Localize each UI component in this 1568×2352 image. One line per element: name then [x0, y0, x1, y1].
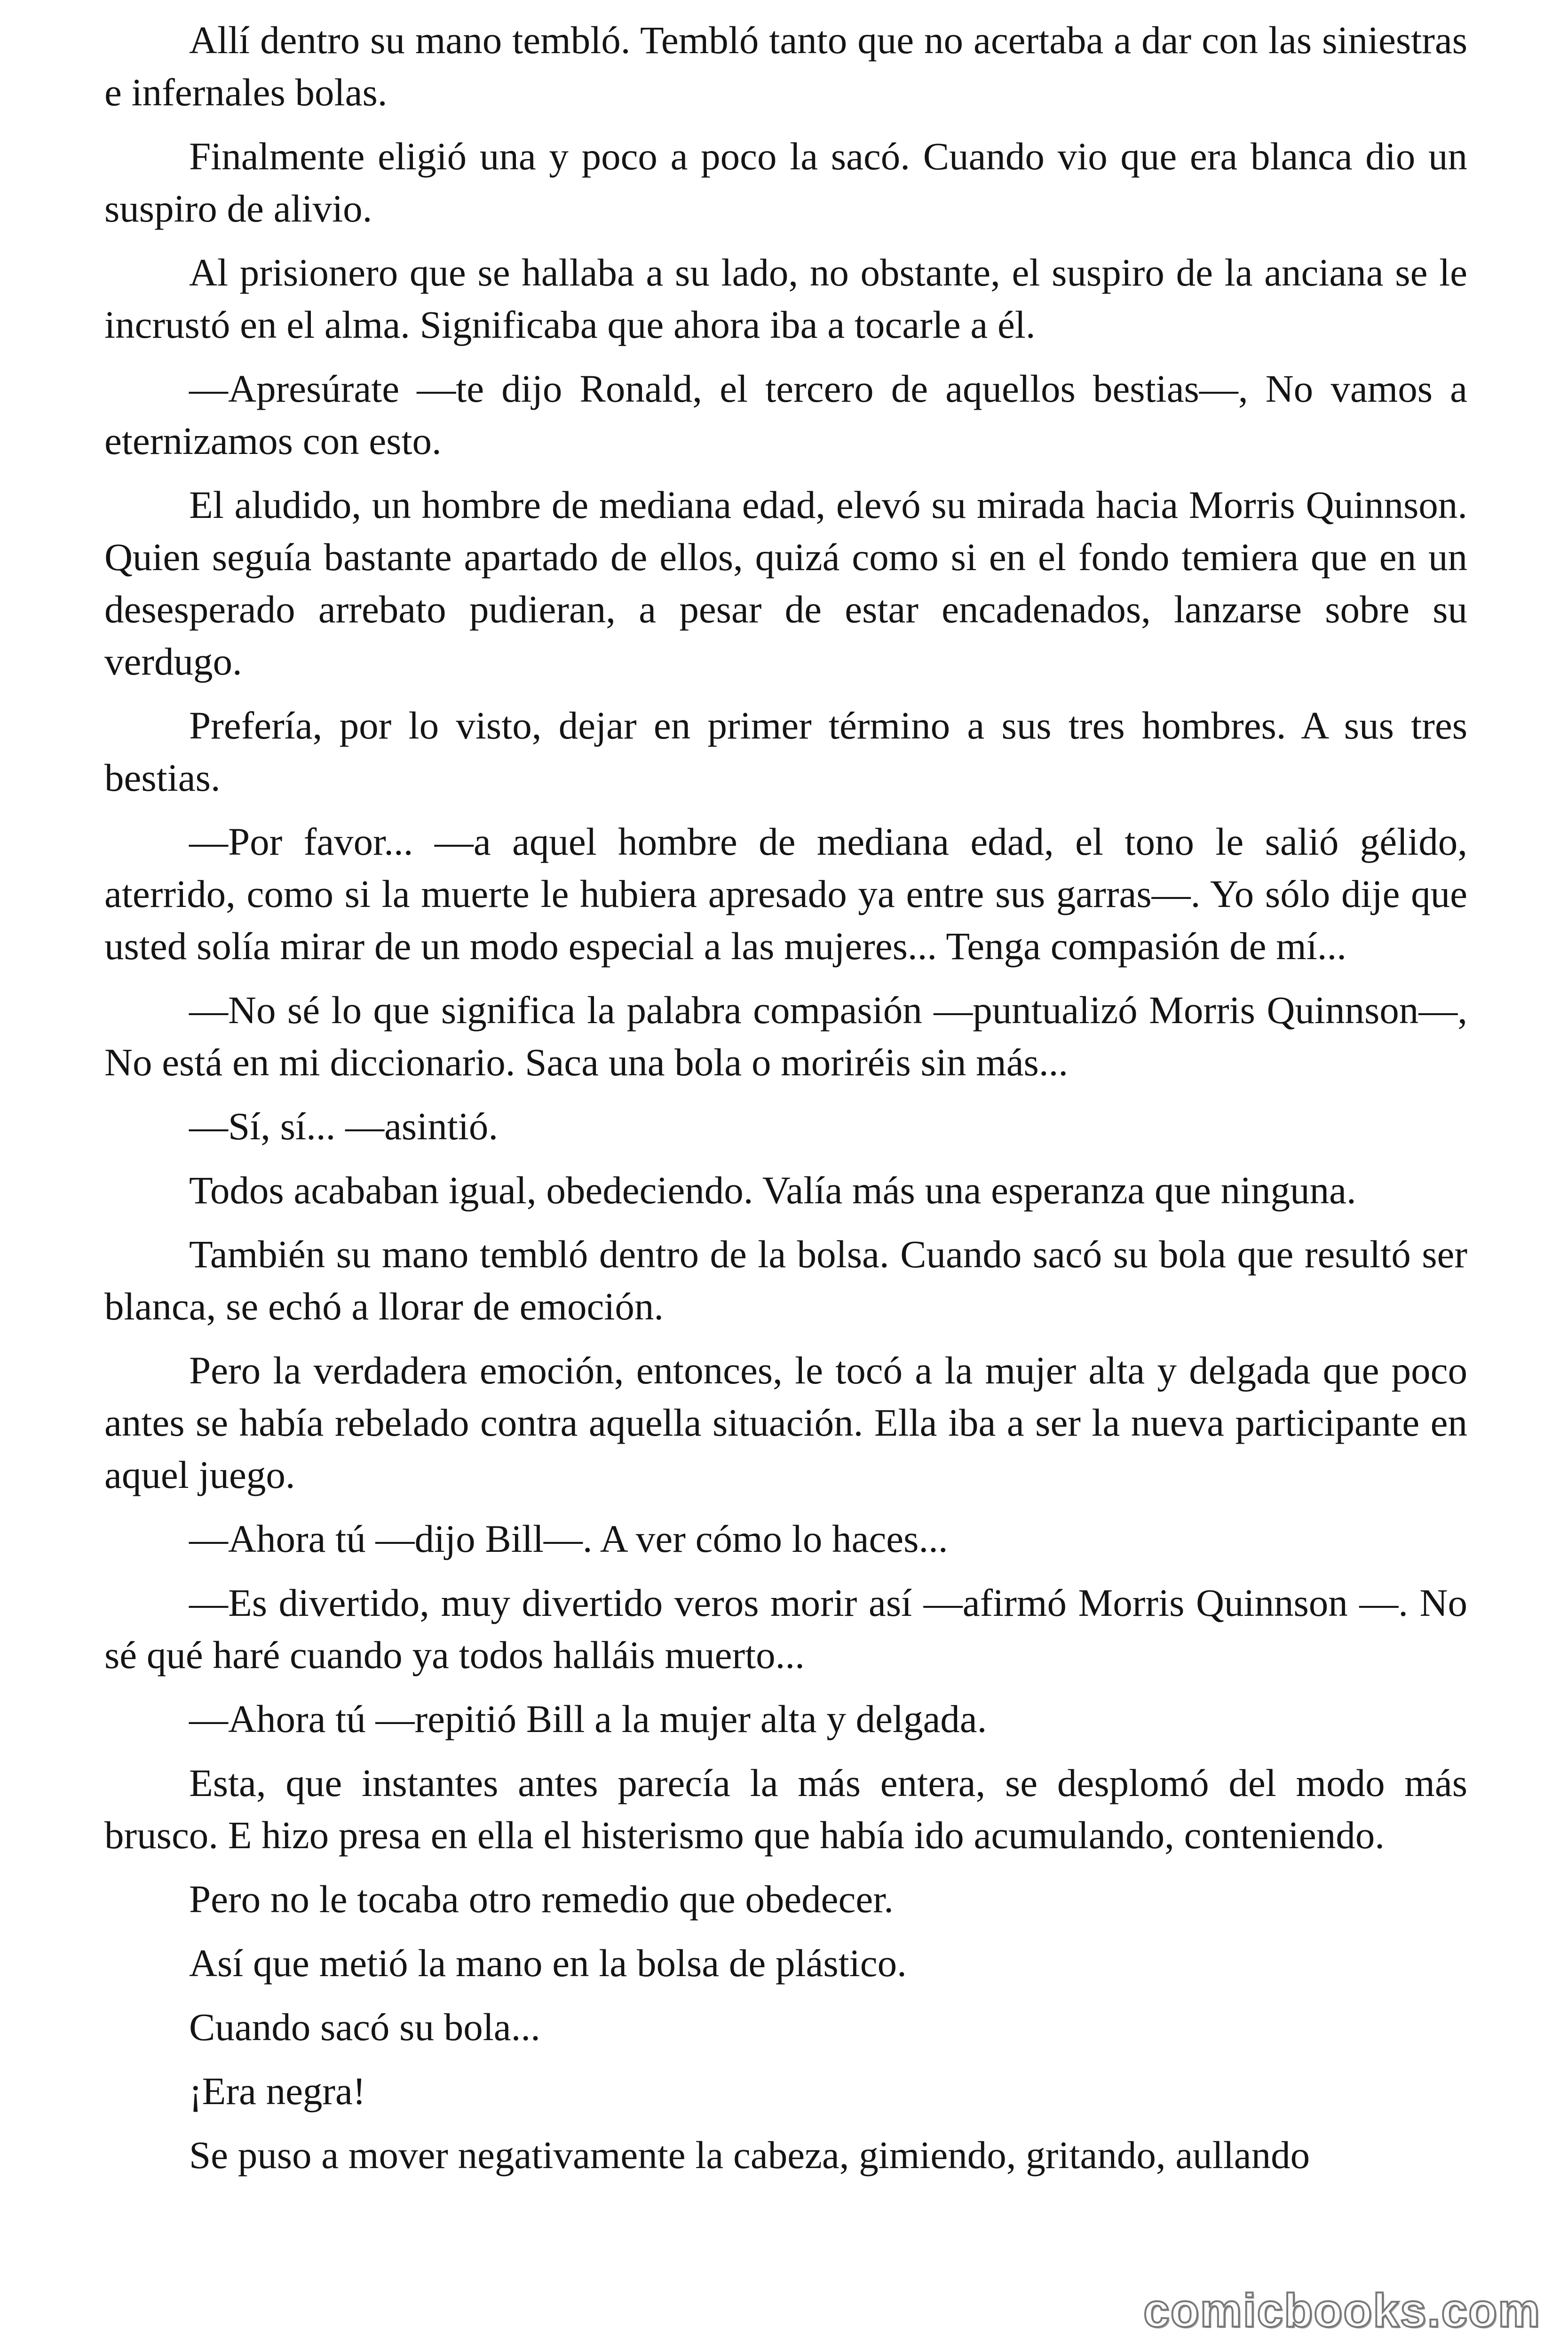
paragraph-21: Se puso a mover negativamente la cabeza, gimiendo, gritando, aullando: [189, 2133, 1310, 2177]
paragraph-15: —Ahora tú —repitió Bill a la mujer alta y delgada.: [189, 1697, 987, 1740]
paragraph-7: —Por favor... —a aquel hombre de mediana edad, el tono le salió gélido, aterrido, como si la muerte le hubiera apresado ya entre sus garras—. Yo sólo dije que usted solía mirar de un modo especial a las mujeres... Tenga compasión de mí...: [104, 820, 1467, 968]
paragraph-3: Al prisionero que se hallaba a su lado, no obstante, el suspiro de la anciana se le incrustó en el alma. Significaba que ahora iba a tocarle a él.: [104, 251, 1467, 346]
paragraph-20: ¡Era negra!: [189, 2069, 366, 2113]
paragraph-2: Finalmente eligió una y poco a poco la sacó. Cuando vio que era blanca dio un suspiro de alivio.: [104, 135, 1467, 230]
paragraph-10: Todos acababan igual, obedeciendo. Valía más una esperanza que ninguna.: [189, 1168, 1356, 1212]
paragraph-9: —Sí, sí... —asintió.: [189, 1104, 499, 1148]
paragraph-5: El aludido, un hombre de mediana edad, elevó su mirada hacia Morris Quinnson. Quien seguía bastante apartado de ellos, quizá como si en el fondo temiera que en un desesperado arrebato pudieran, a pesar de estar encadenados, lanzarse sobre su verdugo.: [104, 483, 1467, 683]
paragraph-18: Así que metió la mano en la bolsa de plástico.: [189, 1941, 907, 1985]
paragraph-11: También su mano tembló dentro de la bolsa. Cuando sacó su bola que resultó ser blanca, se echó a llorar de emoción.: [104, 1232, 1467, 1328]
watermark-logo: comicbooks.com: [1143, 2284, 1541, 2337]
body-text: [104, 14, 1467, 2193]
paragraph-1: Allí dentro su mano tembló. Tembló tanto que no acertaba a dar con las siniestras e infernales bolas.: [104, 18, 1467, 114]
paragraph-4: —Apresúrate —te dijo Ronald, el tercero de aquellos bestias—, No vamos a eternizamos con esto.: [104, 367, 1467, 462]
paragraph-13: —Ahora tú —dijo Bill—. A ver cómo lo haces...: [189, 1517, 948, 1560]
paragraph-19: Cuando sacó su bola...: [189, 2005, 540, 2049]
paragraph-6: Prefería, por lo visto, dejar en primer término a sus tres hombres. A sus tres bestias.: [104, 704, 1467, 799]
paragraph-14: —Es divertido, muy divertido veros morir así —afirmó Morris Quinnson —. No sé qué haré cuando ya todos halláis muerto...: [104, 1581, 1467, 1677]
paragraph-12: Pero la verdadera emoción, entonces, le tocó a la mujer alta y delgada que poco antes se había rebelado contra aquella situación. Ella iba a ser la nueva participante en aquel juego.: [104, 1349, 1467, 1496]
paragraph-17: Pero no le tocaba otro remedio que obedecer.: [189, 1877, 894, 1921]
paragraph-8: —No sé lo que significa la palabra compasión —puntualizó Morris Quinnson—, No está en mi diccionario. Saca una bola o moriréis sin más...: [104, 988, 1467, 1084]
paragraph-16: Esta, que instantes antes parecía la más entera, se desplomó del modo más brusco. E hizo presa en ella el histerismo que había ido acumulando, conteniendo.: [104, 1761, 1467, 1857]
